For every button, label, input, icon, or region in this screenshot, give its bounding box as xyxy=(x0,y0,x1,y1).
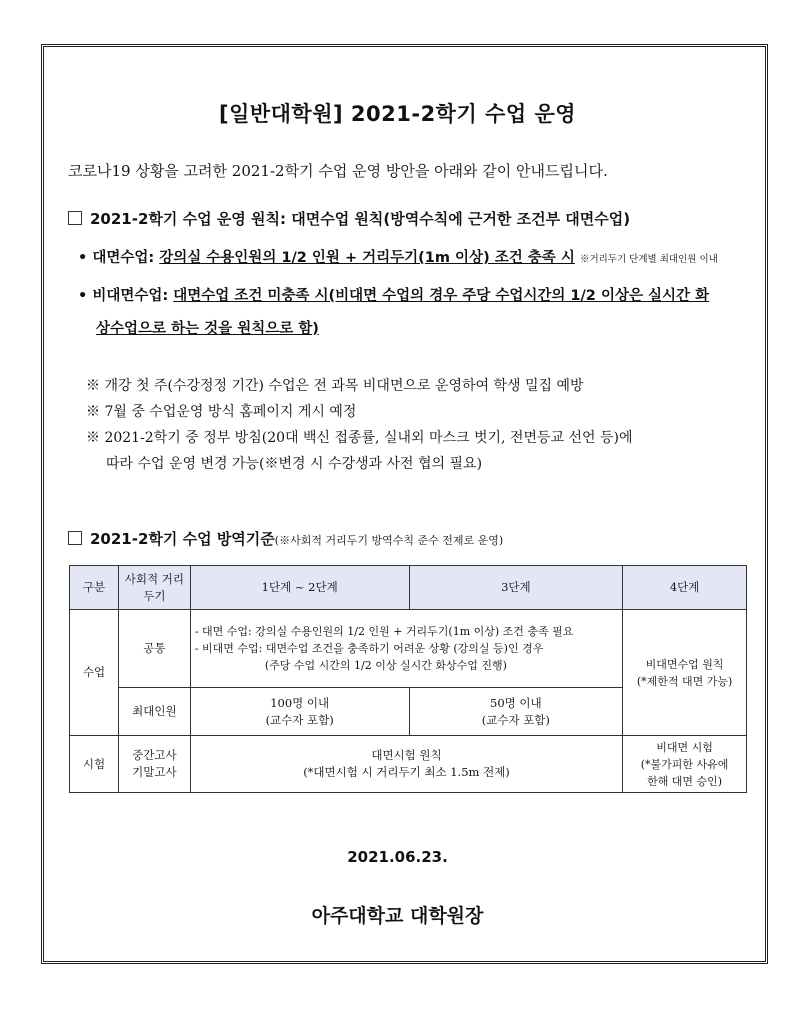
signature: 아주대학교 대학원장 xyxy=(311,905,484,927)
exam-level4-cell: 비대면 시험 (*불가피한 사유에 한해 대면 승인) xyxy=(623,736,747,793)
level4-class-cell: 비대면수업 원칙 (*제한적 대면 가능) xyxy=(623,610,747,736)
checkbox-square-icon xyxy=(68,531,82,545)
header-cell: 4단계 xyxy=(623,566,747,610)
header-cell: 사회적 거리두기 xyxy=(118,566,190,610)
notes-list xyxy=(86,373,633,477)
header-cell: 1단계 ~ 2단계 xyxy=(190,566,409,610)
quarantine-table xyxy=(69,565,747,793)
common-label-cell: 공통 xyxy=(118,610,190,688)
max-level-3-cell: 50명 이내 (교수자 포함) xyxy=(409,688,623,736)
class-label-cell: 수업 xyxy=(70,610,119,736)
note-item: ※ 2021-2학기 중 정부 방침(20대 백신 접종률, 실내외 마스크 벗기, 전면등교 선언 등)에 xyxy=(86,430,633,446)
online-bullet: • 비대면수업: 대면수업 조건 미충족 시(비대면 수업의 경우 주당 수업시간의 1/2 이상은 실시간 화 xyxy=(78,288,710,304)
common-rules-cell: - 대면 수업: 강의실 수용인원의 1/2 인원 + 거리두기(1m 이상) 조건 충족 필요 - 비대면 수업: 대면수업 조건을 충족하기 어려운 상황 (강의실 등)인 경우 (주당 수업 시간의 1/2 이상 실시간 화상수업 진행) xyxy=(190,610,622,688)
page-title: [일반대학원] 2021-2학기 수업 운영 xyxy=(218,102,577,126)
checkbox-square-icon xyxy=(68,211,82,225)
intro-text: 코로나19 상황을 고려한 2021-2학기 수업 운영 방안을 아래와 같이 안내드립니다. xyxy=(68,162,608,180)
max-level-1-2-cell: 100명 이내 (교수자 포함) xyxy=(190,688,409,736)
table-header-row xyxy=(70,566,747,610)
table-row xyxy=(70,610,747,688)
table-row xyxy=(70,736,747,793)
exam-types-cell: 중간고사 기말고사 xyxy=(118,736,190,793)
inperson-bullet: • 대면수업: 강의실 수용인원의 1/2 인원 + 거리두기(1m 이상) 조건 충족 시 ※거리두기 단계별 최대인원 이내 xyxy=(78,250,718,266)
max-label-cell: 최대인원 xyxy=(118,688,190,736)
header-cell: 구분 xyxy=(70,566,119,610)
note-item: ※ 7월 중 수업운영 방식 홈페이지 게시 예정 xyxy=(86,404,357,420)
note-item: 따라 수업 운영 변경 가능(※변경 시 수강생과 사전 협의 필요) xyxy=(106,456,483,472)
header-cell: 3단계 xyxy=(409,566,623,610)
exam-text-cell: 대면시험 원칙 (*대면시험 시 거리두기 최소 1.5m 전제) xyxy=(190,736,622,793)
note-item: ※ 개강 첫 주(수강정정 기간) 수업은 전 과목 비대면으로 운영하여 학생 밀집 예방 xyxy=(86,378,584,394)
online-bullet-continued: 상수업으로 하는 것을 원칙으로 함) xyxy=(96,321,319,337)
document-date: 2021.06.23. xyxy=(347,848,448,866)
principle-heading: 2021-2학기 수업 운영 원칙: 대면수업 원칙(방역수칙에 근거한 조건부 대면수업) xyxy=(68,208,630,229)
quarantine-heading: 2021-2학기 수업 방역기준(※사회적 거리두기 방역수칙 준수 전제로 운영) xyxy=(68,528,503,549)
exam-label-cell: 시험 xyxy=(70,736,119,793)
document-frame xyxy=(41,44,768,964)
